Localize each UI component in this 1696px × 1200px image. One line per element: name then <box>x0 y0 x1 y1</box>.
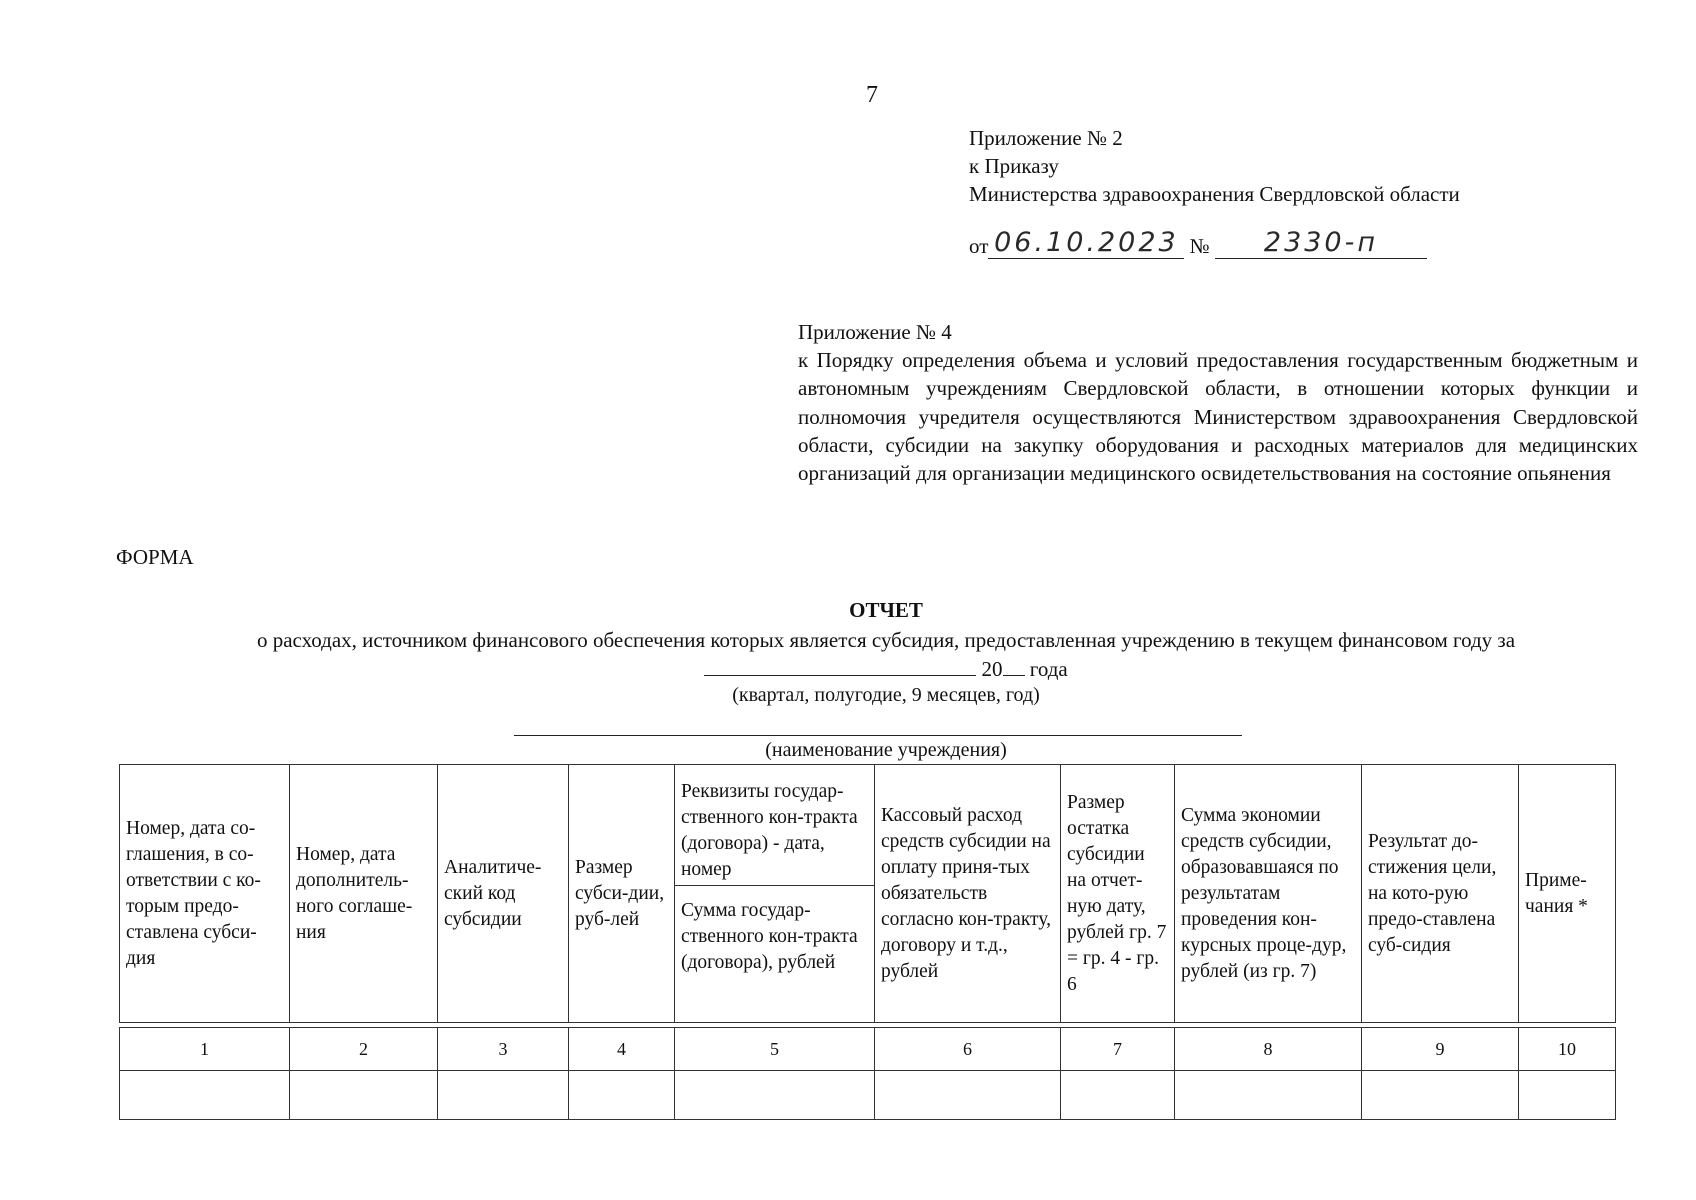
column-number: 1 <box>120 1028 290 1071</box>
appendix-2-title: Приложение № 2 <box>969 126 1123 150</box>
institution-hint: (наименование учреждения) <box>765 739 1007 761</box>
data-cell <box>1362 1071 1519 1120</box>
header-cell: Реквизиты государ-ственного кон-тракта (договора) - дата, номер <box>675 765 875 886</box>
period-suffix: года <box>1029 657 1068 681</box>
page-number: 7 <box>866 82 878 108</box>
header-cell: Аналитиче-ский код субсидии <box>438 765 569 1023</box>
header-cell: Номер, дата дополнитель-ного соглаше-ния <box>290 765 438 1023</box>
period-blank <box>704 655 976 676</box>
order-date-handwritten: 06.10.2023 <box>988 228 1184 259</box>
appendix-4-title: Приложение № 4 <box>798 320 952 344</box>
data-cell <box>569 1071 675 1120</box>
column-number: 9 <box>1362 1028 1519 1071</box>
header-cell: Результат до-стижения цели, на кото-рую предо-ставлена суб-сидия <box>1362 765 1519 1023</box>
data-cell <box>675 1071 875 1120</box>
header-cell: Приме-чания * <box>1519 765 1616 1023</box>
column-number-row <box>120 1028 1616 1071</box>
report-table <box>119 764 1616 1120</box>
column-number: 6 <box>875 1028 1061 1071</box>
report-title: ОТЧЕТ <box>849 598 923 622</box>
year-blank <box>1003 655 1025 676</box>
column-number: 2 <box>290 1028 438 1071</box>
data-cell <box>875 1071 1061 1120</box>
appendix-2-header <box>969 124 1460 208</box>
subheader-cell: Сумма государ-ственного кон-тракта (договора), рублей <box>675 886 875 1023</box>
column-number: 5 <box>675 1028 875 1071</box>
appendix-4-text: к Порядку определения объема и условий предоставления государственным бюджетным и автономным учреждениям Свердловской области, в отношении которых функции и полномочия учредителя осуществляются Министерством здравоохранения Свердловской области, субсидии на закупку оборудования и расходных материалов для медицинских организаций для организации медицинского освидетельствования на состояние опьянения <box>798 348 1638 486</box>
column-number: 10 <box>1519 1028 1616 1071</box>
order-prefix: от <box>969 234 989 258</box>
order-number-handwritten: 2330-п <box>1215 228 1427 259</box>
column-number: 7 <box>1061 1028 1175 1071</box>
appendix-2-ministry: Министерства здравоохранения Свердловской области <box>969 182 1460 206</box>
header-cell: Сумма экономии средств субсидии, образовавшаяся по результатам проведения кон-курсных проце-дур, рублей (из гр. 7) <box>1175 765 1362 1023</box>
data-cell <box>1175 1071 1362 1120</box>
header-cell: Размер остатка субсидии на отчет-ную дату, рублей гр. 7 = гр. 4 - гр. 6 <box>1061 765 1175 1023</box>
data-cell <box>290 1071 438 1120</box>
data-cell <box>438 1071 569 1120</box>
table-header-row <box>120 765 1616 886</box>
table-data-row <box>120 1071 1616 1120</box>
data-cell <box>1519 1071 1616 1120</box>
column-number: 4 <box>569 1028 675 1071</box>
data-cell <box>1061 1071 1175 1120</box>
period-year-prefix: 20 <box>981 657 1003 681</box>
period-line <box>0 655 1696 682</box>
appendix-4-header <box>798 318 1638 487</box>
period-hint: (квартал, полугодие, 9 месяцев, год) <box>732 684 1040 706</box>
appendix-2-order-ref: к Приказу <box>969 154 1059 178</box>
header-cell: Кассовый расход средств субсидии на оплату приня-тых обязательств согласно кон-тракту, договору и т.д., рублей <box>875 765 1061 1023</box>
report-subtitle: о расходах, источником финансового обеспечения которых является субсидия, предоставленная учреждению в текущем финансовом году за <box>256 628 1516 652</box>
form-label: ФОРМА <box>116 545 194 569</box>
column-number: 8 <box>1175 1028 1362 1071</box>
column-number: 3 <box>438 1028 569 1071</box>
institution-blank-line <box>514 735 1242 736</box>
header-cell: Размер субси-дии, руб-лей <box>569 765 675 1023</box>
header-cell: Номер, дата со-глашения, в со-ответствии с ко-торым предо-ставлена субси-дия <box>120 765 290 1023</box>
order-line <box>969 228 1427 262</box>
data-cell <box>120 1071 290 1120</box>
order-number-label: № <box>1189 234 1210 258</box>
